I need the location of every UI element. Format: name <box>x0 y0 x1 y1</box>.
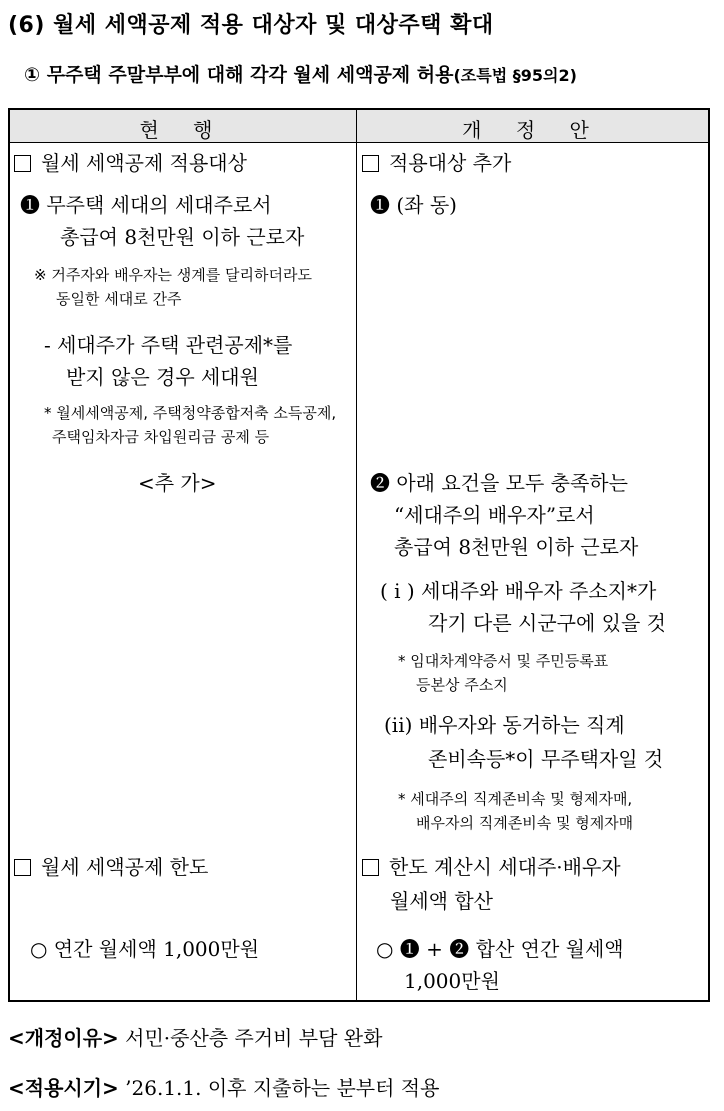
left-subitem-line1: - 세대주가 주택 관련공제*를 <box>44 333 293 357</box>
right-note-2-line2: 배우자의 직계존비속 및 형제자매 <box>416 814 634 832</box>
right-item-2-line1: ❷ 아래 요건을 모두 충족하는 <box>370 471 628 495</box>
header-revised: 개 정 안 <box>462 118 603 142</box>
section-title: (6) 월세 세액공제 적용 대상자 및 대상주택 확대 <box>8 13 494 38</box>
left-note-2-line1: * 월세세액공제, 주택청약종합저축 소득공제, <box>44 404 337 422</box>
timing-text: ’26.1.1. 이후 지출하는 분부터 적용 <box>125 1076 440 1100</box>
law-reference: (조특법 §95의2) <box>453 66 577 85</box>
reason-line <box>8 1022 382 1051</box>
right-cond-2-line1: (ii) 배우자와 동거하는 직계 <box>384 713 625 737</box>
column-divider <box>356 110 357 1000</box>
checkbox-square-icon <box>362 859 379 876</box>
left-item-1-line1: ❶ 무주택 세대의 세대주로서 <box>20 193 272 217</box>
right-row-limit-line1: 한도 계산시 세대주·배우자 <box>362 852 621 882</box>
right-cond-2-line2: 존비속등*이 무주택자일 것 <box>428 747 664 771</box>
comparison-table <box>8 108 710 1002</box>
right-limit-amount-line1: ○ ❶ + ❷ 합산 연간 월세액 <box>376 937 624 961</box>
subsection-main: ① 무주택 주말부부에 대해 각각 월세 세액공제 허용 <box>24 64 454 86</box>
table-header <box>10 110 708 143</box>
right-note-2-line1: * 세대주의 직계존비속 및 형제자매, <box>398 790 633 808</box>
left-note-2-line2: 주택임차자금 차입원리금 공제 등 <box>52 428 270 446</box>
right-note-1-line1: * 임대차계약증서 및 주민등록표 <box>398 652 609 670</box>
reason-label: <개정이유> <box>8 1026 119 1050</box>
checkbox-square-icon <box>14 859 31 876</box>
subsection-title <box>24 60 577 87</box>
checkbox-square-icon <box>14 155 31 172</box>
left-subitem-line2: 받지 않은 경우 세대원 <box>66 365 259 389</box>
right-note-1-line2: 등본상 주소지 <box>416 676 508 694</box>
right-item-1: ❶ (좌 동) <box>370 193 457 217</box>
right-item-2-line2: “세대주의 배우자”로서 <box>394 503 595 527</box>
right-row-target: 적용대상 추가 <box>362 148 511 178</box>
right-item-2-line3: 총급여 8천만원 이하 근로자 <box>394 535 639 559</box>
right-cond-1-line1: ( i ) 세대주와 배우자 주소지*가 <box>380 579 657 603</box>
reason-text: 서민·중산층 주거비 부담 완화 <box>125 1026 383 1050</box>
left-row-target: 월세 세액공제 적용대상 <box>14 148 247 178</box>
left-row-limit: 월세 세액공제 한도 <box>14 852 208 882</box>
right-cond-1-line2: 각기 다른 시군구에 있을 것 <box>428 611 666 635</box>
header-current: 현 행 <box>139 118 227 142</box>
left-note-1-line1: ※ 거주자와 배우자는 생계를 달리하더라도 <box>34 266 312 284</box>
left-item-1-line2: 총급여 8천만원 이하 근로자 <box>60 225 305 249</box>
right-limit-amount-line2: 1,000만원 <box>404 969 500 993</box>
checkbox-square-icon <box>362 155 379 172</box>
left-limit-amount: ○ 연간 월세액 1,000만원 <box>30 937 260 961</box>
left-note-1-line2: 동일한 세대로 간주 <box>56 290 182 308</box>
timing-line <box>8 1072 439 1101</box>
left-add-placeholder: <추 가> <box>138 471 217 495</box>
timing-label: <적용시기> <box>8 1076 119 1100</box>
right-row-limit-line2: 월세액 합산 <box>390 889 493 913</box>
